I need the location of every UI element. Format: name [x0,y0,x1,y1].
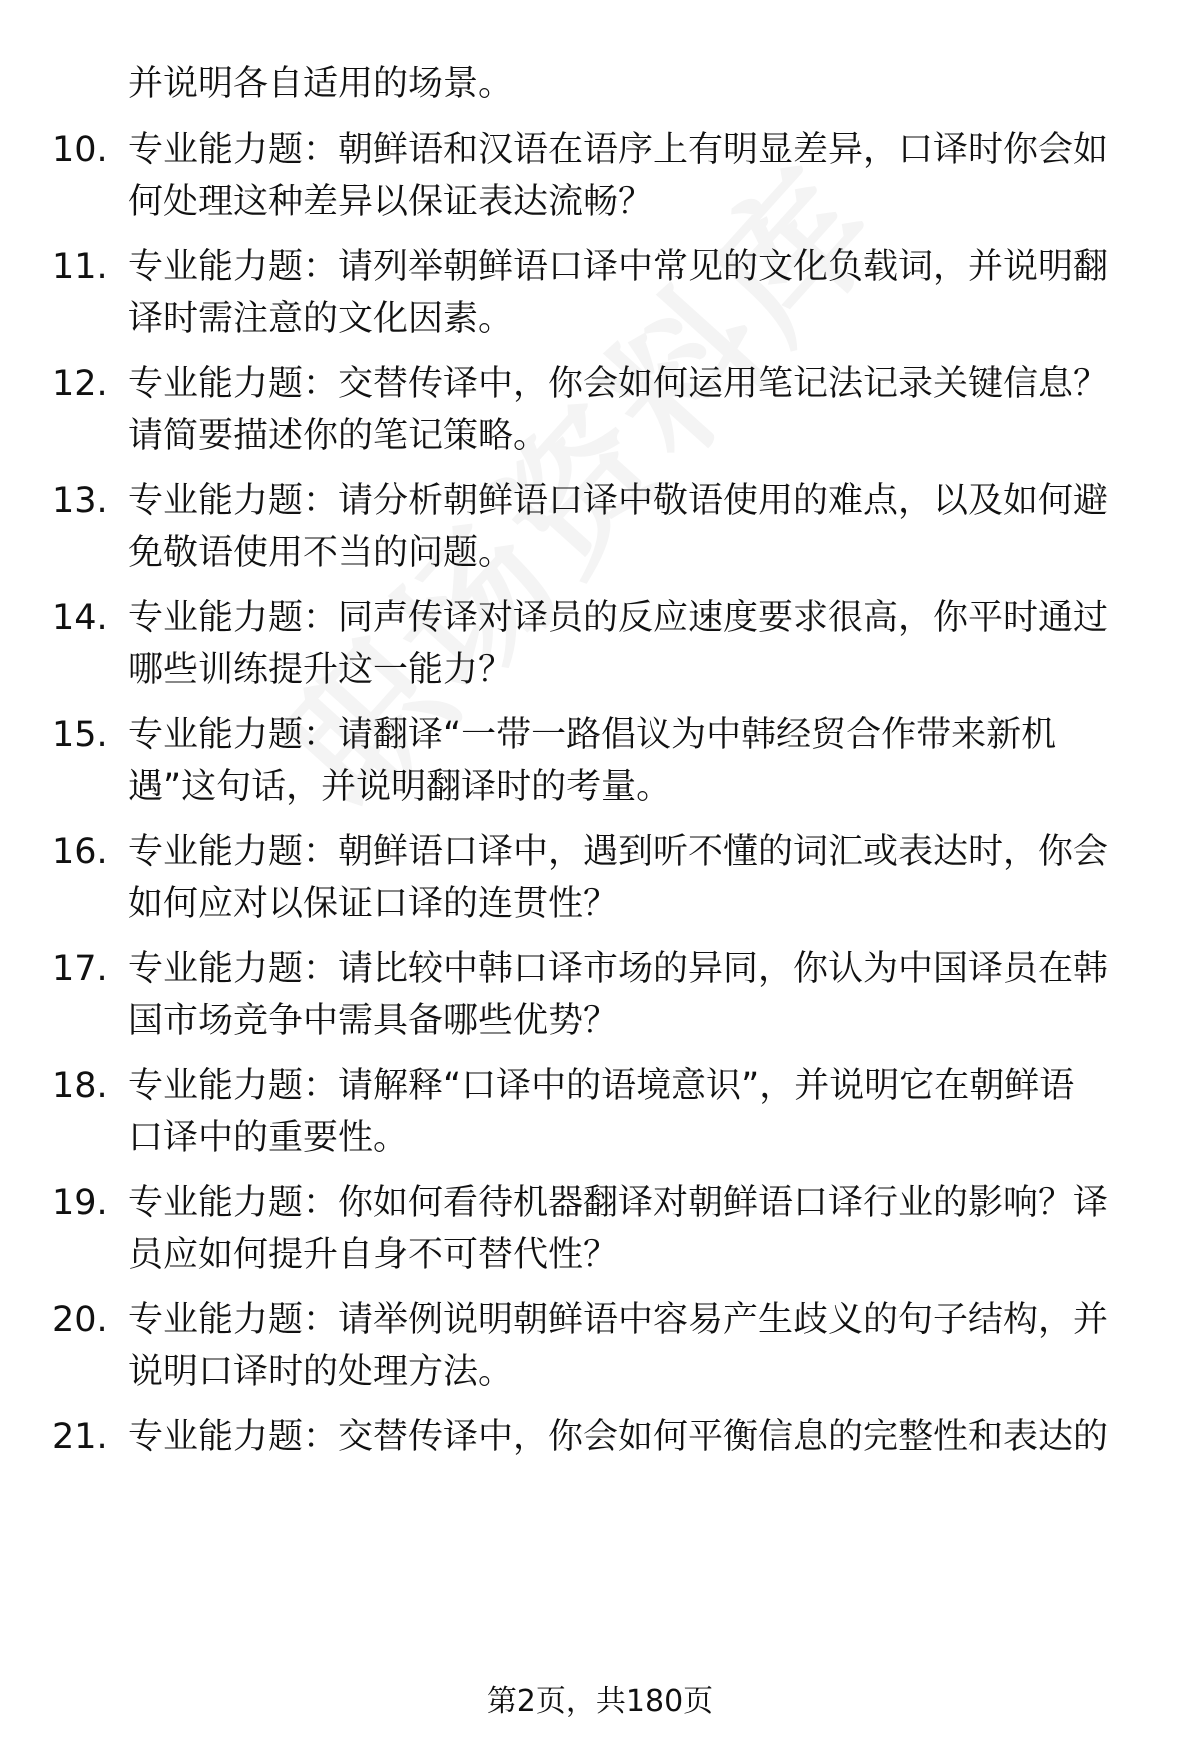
item-text-line: 遇”这句话，并说明翻译时的考量。 [128,767,672,807]
item-number: 13. [52,481,108,521]
list-item [0,475,1200,585]
item-number: 17. [52,949,108,989]
item-number: 10. [52,130,108,170]
item-text-line: 专业能力题：请翻译“一带一路倡议为中韩经贸合作带来新机 [128,715,1057,755]
item-text-line: 请简要描述你的笔记策略。 [128,416,549,456]
item-number: 11. [52,247,108,287]
item-number: 16. [52,832,108,872]
item-number: 19. [52,1183,108,1223]
item-text-line: 专业能力题：同声传译对译员的反应速度要求很高，你平时通过 [128,598,1109,638]
item-text-line: 专业能力题：请比较中韩口译市场的异同，你认为中国译员在韩 [128,949,1109,989]
item-number: 18. [52,1066,108,1106]
continuation-line: 并说明各自适用的场景。 [128,64,514,104]
list-item [0,241,1200,351]
item-text-line: 专业能力题：请列举朝鲜语口译中常见的文化负载词，并说明翻 [128,247,1109,287]
list-item [0,1294,1200,1404]
list-item [0,1177,1200,1287]
item-text-line: 如何应对以保证口译的连贯性？ [128,884,619,924]
item-text-line: 国市场竞争中需具备哪些优势？ [128,1001,619,1041]
item-number: 12. [52,364,108,404]
item-text-line: 哪些训练提升这一能力？ [128,650,514,690]
item-text-line: 专业能力题：交替传译中，你会如何运用笔记法记录关键信息？ [128,364,1109,404]
list-item [0,592,1200,702]
list-item [0,709,1200,819]
page-indicator: 第2页，共180页 [486,1684,714,1719]
item-text-line: 说明口译时的处理方法。 [128,1352,514,1392]
item-text-line: 专业能力题：你如何看待机器翻译对朝鲜语口译行业的影响？译 [128,1183,1109,1223]
item-text-line: 专业能力题：请解释“口译中的语境意识”，并说明它在朝鲜语 [128,1066,1075,1106]
item-number: 21. [52,1417,108,1457]
list-item [0,358,1200,468]
item-text-line: 专业能力题：朝鲜语和汉语在语序上有明显差异，口译时你会如 [128,130,1109,170]
item-number: 20. [52,1300,108,1340]
item-text-line: 员应如何提升自身不可替代性？ [128,1235,619,1275]
list-item [0,943,1200,1053]
item-text-line: 口译中的重要性。 [128,1118,409,1158]
item-text-line: 专业能力题：请举例说明朝鲜语中容易产生歧义的句子结构，并 [128,1300,1109,1340]
list-item [0,1060,1200,1170]
item-text-line: 专业能力题：交替传译中，你会如何平衡信息的完整性和表达的 [128,1417,1109,1457]
item-text-line: 何处理这种差异以保证表达流畅？ [128,182,654,222]
list-item [0,826,1200,936]
item-text-line: 译时需注意的文化因素。 [128,299,514,339]
item-number: 15. [52,715,108,755]
list-item [0,1411,1200,1521]
item-text-line: 专业能力题：朝鲜语口译中，遇到听不懂的词汇或表达时，你会 [128,832,1109,872]
item-number: 14. [52,598,108,638]
list-item [0,124,1200,234]
item-text-line: 免敬语使用不当的问题。 [128,533,514,573]
item-text-line: 专业能力题：请分析朝鲜语口译中敬语使用的难点，以及如何避 [128,481,1109,521]
